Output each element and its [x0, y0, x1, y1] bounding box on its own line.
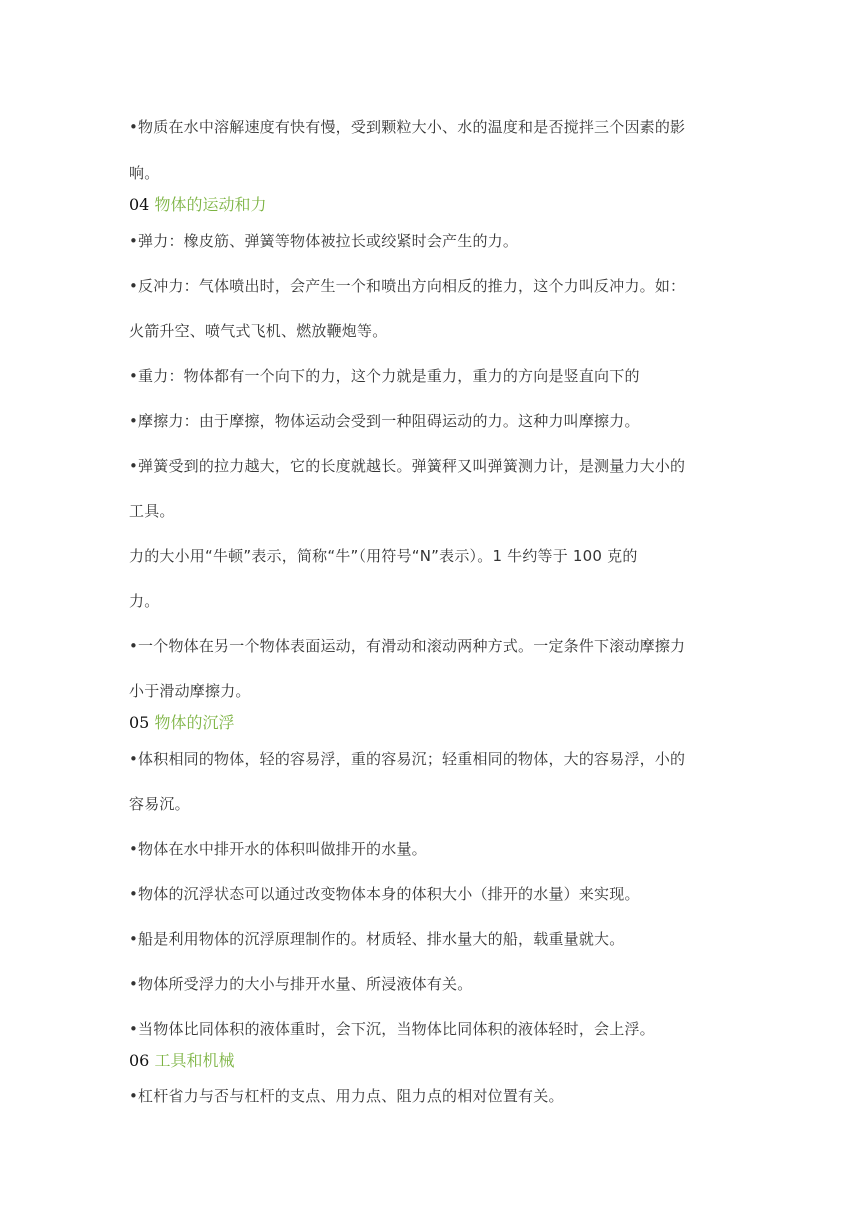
paragraph-line: •船是利用物体的沉浮原理制作的。材质轻、排水量大的船，载重量就大。	[129, 930, 625, 948]
paragraph-line: 容易沉。	[129, 795, 190, 813]
paragraph-line: •物体在水中排开水的体积叫做排开的水量。	[129, 840, 427, 858]
paragraph-line: 力。	[129, 592, 160, 610]
paragraph-line: 小于滑动摩擦力。	[129, 682, 251, 700]
paragraph-line: 响。	[129, 164, 160, 182]
paragraph-line: •摩擦力：由于摩擦，物体运动会受到一种阻碍运动的力。这种力叫摩擦力。	[129, 412, 640, 430]
paragraph-line: •反冲力：气体喷出时，会产生一个和喷出方向相反的推力，这个力叫反冲力。如：	[129, 277, 686, 295]
paragraph-line: •体积相同的物体，轻的容易浮，重的容易沉；轻重相同的物体，大的容易浮，小的	[129, 750, 686, 768]
paragraph-line: •物体的沉浮状态可以通过改变物体本身的体积大小（排开的水量）来实现。	[129, 885, 640, 903]
section-heading-06	[129, 1050, 234, 1072]
section-title: 物体的运动和力	[154, 195, 267, 214]
paragraph-line: 力的大小用“牛顿”表示，简称“牛”（用符号“N”表示）。1 牛约等于 100 克的	[129, 547, 638, 565]
section-title: 物体的沉浮	[154, 713, 235, 732]
paragraph-line: •弹簧受到的拉力越大，它的长度就越长。弹簧秤又叫弹簧测力计，是测量力大小的	[129, 457, 686, 475]
paragraph-line: •弹力：橡皮筋、弹簧等物体被拉长或绞紧时会产生的力。	[129, 232, 519, 250]
section-heading-05	[129, 712, 234, 734]
paragraph-line: •杠杆省力与否与杠杆的支点、用力点、阻力点的相对位置有关。	[129, 1087, 564, 1105]
paragraph-line: 火箭升空、喷气式飞机、燃放鞭炮等。	[129, 322, 388, 340]
section-number: 04	[129, 195, 150, 214]
paragraph-line: 工具。	[129, 502, 175, 520]
section-number: 05	[129, 713, 150, 732]
paragraph-line: •重力：物体都有一个向下的力，这个力就是重力，重力的方向是竖直向下的	[129, 367, 640, 385]
section-number: 06	[129, 1051, 150, 1070]
paragraph-line: •物质在水中溶解速度有快有慢，受到颗粒大小、水的温度和是否搅拌三个因素的影	[129, 118, 686, 136]
section-heading-04	[129, 194, 266, 216]
paragraph-line: •一个物体在另一个物体表面运动，有滑动和滚动两种方式。一定条件下滚动摩擦力	[129, 637, 686, 655]
paragraph-line: •当物体比同体积的液体重时，会下沉，当物体比同体积的液体轻时，会上浮。	[129, 1020, 655, 1038]
paragraph-line: •物体所受浮力的大小与排开水量、所浸液体有关。	[129, 975, 473, 993]
section-title: 工具和机械	[154, 1051, 235, 1070]
